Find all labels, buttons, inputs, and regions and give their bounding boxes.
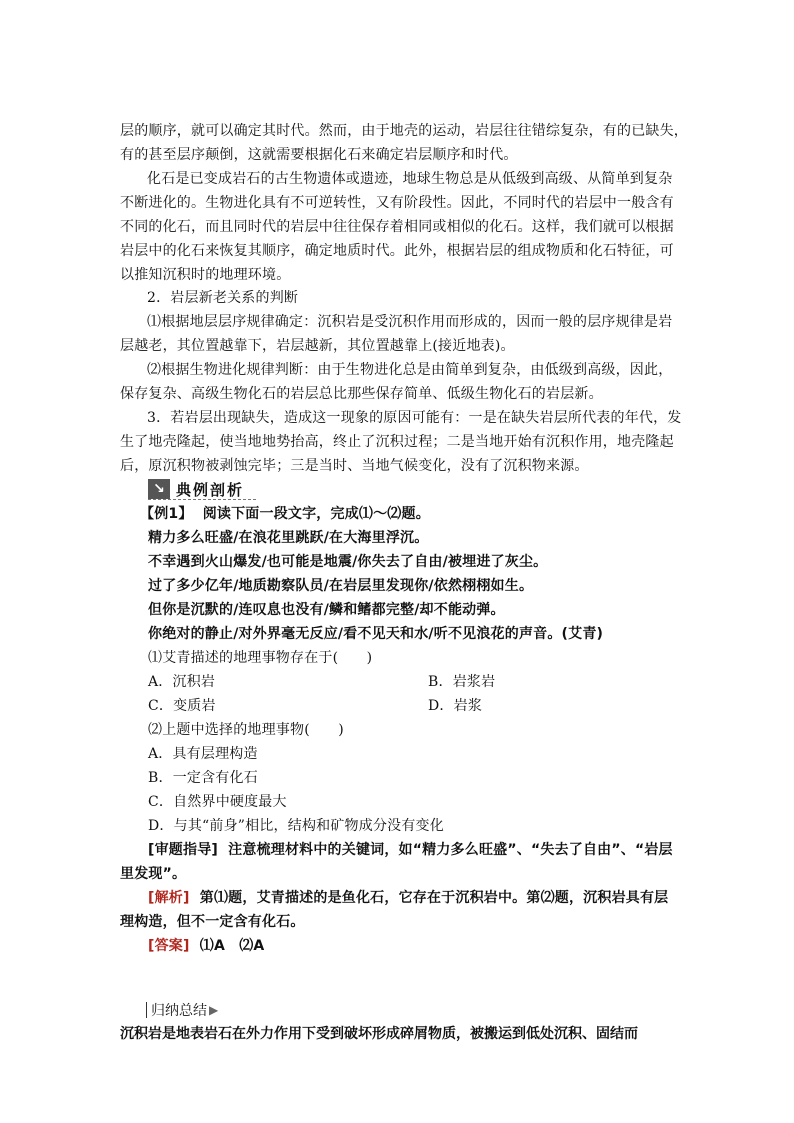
poem-line-3: 过了多少亿年/地质勘察队员/在岩层里发现你/依然栩栩如生。 <box>148 578 534 594</box>
point3-line-2: 生了地壳隆起，使当地地势抬高，终止了沉积过程；二是当地开始有沉积作用，地壳隆起 <box>120 434 674 450</box>
summary-title: 归纳总结 <box>151 1003 207 1019</box>
arrow-icon: ↘ <box>148 479 170 499</box>
q1-stem: ⑴艾青描述的地理事物存在于( ) <box>148 650 373 666</box>
q1-option-d: D．岩浆 <box>428 698 483 714</box>
point2b-line-1: ⑵根据生物进化规律判断：由于生物进化总是由简单到复杂，由低级到高级，因此， <box>147 362 673 378</box>
point2b-line-2: 保存复杂、高级生物化石的岩层总比那些保存简单、低级生物化石的岩层新。 <box>120 386 603 402</box>
section-header <box>148 478 244 500</box>
analysis-text-1: 第⑴题，艾青描述的是鱼化石，它存在于沉积岩中。第⑵题，沉积岩具有层 <box>199 890 669 906</box>
fossil-para-line-5: 以推知沉积时的地理环境。 <box>120 267 291 283</box>
q2-option-b: B．一定含有化石 <box>148 770 258 786</box>
point2-title: 2．岩层新老关系的判断 <box>147 290 299 306</box>
point3-line-1: 3．若岩层出现缺失，造成这一现象的原因可能有：一是在缺失岩层所代表的年代，发 <box>147 410 682 426</box>
intro-line-2: 有的甚至层序颠倒，这就需要根据化石来确定岩层顺序和时代。 <box>120 147 518 163</box>
guide-label: [审题指导] <box>148 842 218 858</box>
fossil-para-line-1: 化石是已变成岩石的古生物遗体或遗迹，地球生物总是从低级到高级、从简单到复杂 <box>147 171 673 187</box>
section-divider <box>148 499 256 500</box>
q1-option-c: C．变质岩 <box>148 698 216 714</box>
summary-bar <box>146 1002 147 1018</box>
analysis-label: [解析] <box>148 890 190 906</box>
answer-text: ⑴A ⑵A <box>199 938 265 954</box>
q1-option-b: B．岩浆岩 <box>428 674 496 690</box>
guide-text-1: 注意梳理材料中的关键词，如“精力多么旺盛”、“失去了自由”、“岩层 <box>228 842 673 858</box>
poem-line-2: 不幸遇到火山爆发/也可能是地震/你失去了自由/被埋进了灰尘。 <box>148 554 548 570</box>
q2-option-c: C．自然界中硬度最大 <box>148 794 287 810</box>
answer-line <box>148 936 264 956</box>
analysis-line-2: 理构造，但不一定含有化石。 <box>120 914 305 930</box>
fossil-para-line-3: 不同的化石，而且同时代的岩层中往往保存着相同或相似的化石。这样，我们就可以根据 <box>120 219 674 235</box>
analysis-line-1 <box>148 888 668 908</box>
guide-line-1 <box>148 840 673 860</box>
poem-line-4: 但你是沉默的/连叹息也没有/鳞和鳍都完整/却不能动弹。 <box>148 602 505 618</box>
poem-line-5: 你绝对的静止/对外界毫无反应/看不见天和水/听不见浪花的声音。(艾青) <box>148 626 604 642</box>
fossil-para-line-2: 不断进化的。生物进化具有不可逆转性，又有阶段性。因此，不同时代的岩层中一般含有 <box>120 195 674 211</box>
play-arrow-icon: ▶ <box>209 1003 219 1017</box>
answer-label: [答案] <box>148 938 190 954</box>
example-label: 【例1】 <box>140 506 193 522</box>
fossil-para-line-4: 岩层中的化石来恢复其顺序，确定地质时代。此外，根据岩层的组成物质和化石特征，可 <box>120 243 674 259</box>
q2-option-a: A．具有层理构造 <box>148 746 258 762</box>
intro-line-1: 层的顺序，就可以确定其时代。然而，由于地壳的运动，岩层往往错综复杂，有的已缺失， <box>120 123 688 139</box>
q1-option-a: A．沉积岩 <box>148 674 216 690</box>
guide-line-2: 里发现”。 <box>120 866 187 882</box>
example-instruction: 阅读下面一段文字，完成⑴～⑵题。 <box>202 506 430 522</box>
q2-option-d: D．与其“前身”相比，结构和矿物成分没有变化 <box>148 818 444 834</box>
poem-line-1: 精力多么旺盛/在浪花里跳跃/在大海里浮沉。 <box>148 530 429 546</box>
section-title: 典例剖析 <box>176 480 245 499</box>
point2a-line-1: ⑴根据地层层序规律确定：沉积岩是受沉积作用而形成的，因而一般的层序规律是岩 <box>147 314 673 330</box>
example-heading <box>140 504 430 524</box>
point2a-line-2: 层越老，其位置越靠下，岩层越新，其位置越靠上(接近地表)。 <box>120 338 515 354</box>
point3-line-3: 后，原沉积物被剥蚀完毕；三是当时、当地气候变化，没有了沉积物来源。 <box>120 458 589 474</box>
q2-stem: ⑵上题中选择的地理事物( ) <box>148 722 344 738</box>
summary-heading <box>146 1000 218 1020</box>
summary-text: 沉积岩是地表岩石在外力作用下受到破坏形成碎屑物质，被搬运到低处沉积、固结而 <box>120 1026 638 1042</box>
